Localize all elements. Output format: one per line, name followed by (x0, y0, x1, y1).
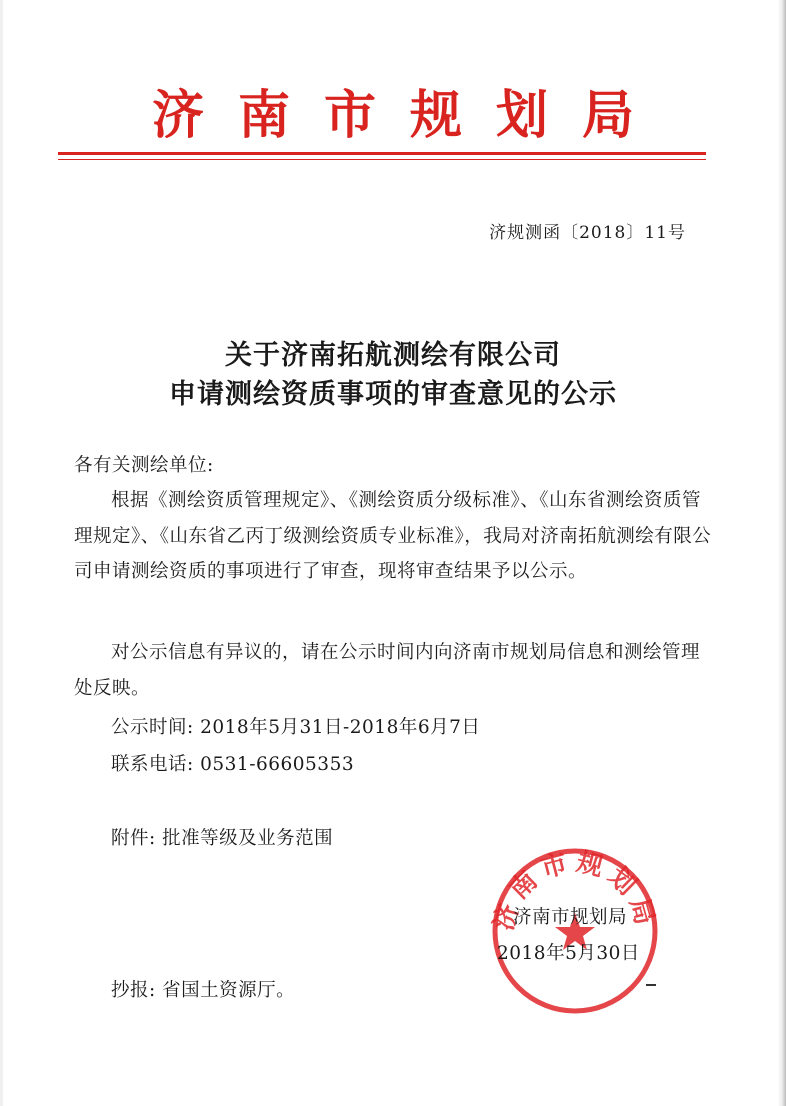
document-title-line-1: 关于济南拓航测绘有限公司 (225, 340, 561, 371)
letterhead-title: 济南市规划局 (151, 85, 668, 146)
issuer-name: 济南市规划局 (513, 907, 628, 928)
letterhead-rule-thick (58, 152, 706, 155)
document-title-line-2: 申请测绘资质事项的审查意见的公示 (169, 379, 617, 410)
letterhead-rule-thin (58, 159, 706, 160)
issue-date: 2018年5月30日 (497, 943, 640, 964)
scan-mark (646, 984, 656, 986)
official-seal (489, 845, 661, 1017)
attachment-note: 附件: 批准等级及业务范围 (111, 828, 334, 849)
publication-time: 公示时间: 2018年5月31日-2018年6月7日 (111, 717, 481, 738)
svg-text:济南市规划局: 济南市规划局 (489, 847, 661, 934)
cc-recipient: 抄报: 省国土资源厅。 (111, 980, 296, 1001)
contact-phone: 联系电话: 0531-66605353 (111, 754, 355, 775)
document-number: 济规测函〔2018〕11号 (489, 223, 686, 243)
scan-edge-left (0, 0, 3, 1106)
salutation: 各有关测绘单位: (74, 455, 214, 476)
body-paragraph-1: 根据《测绘资质管理规定》、《测绘资质分级标准》、《山东省测绘资质管理规定》、《山东省乙丙丁级测绘资质专业标准》，我局对济南拓航测绘有限公司申请测绘资质的事项进行了审查，现将审查结果予以公示。 (74, 490, 712, 582)
body-paragraph-2: 对公示信息有异议的，请在公示时间内向济南市规划局信息和测绘管理处反映。 (74, 642, 701, 699)
scan-edge-right (778, 0, 786, 1106)
